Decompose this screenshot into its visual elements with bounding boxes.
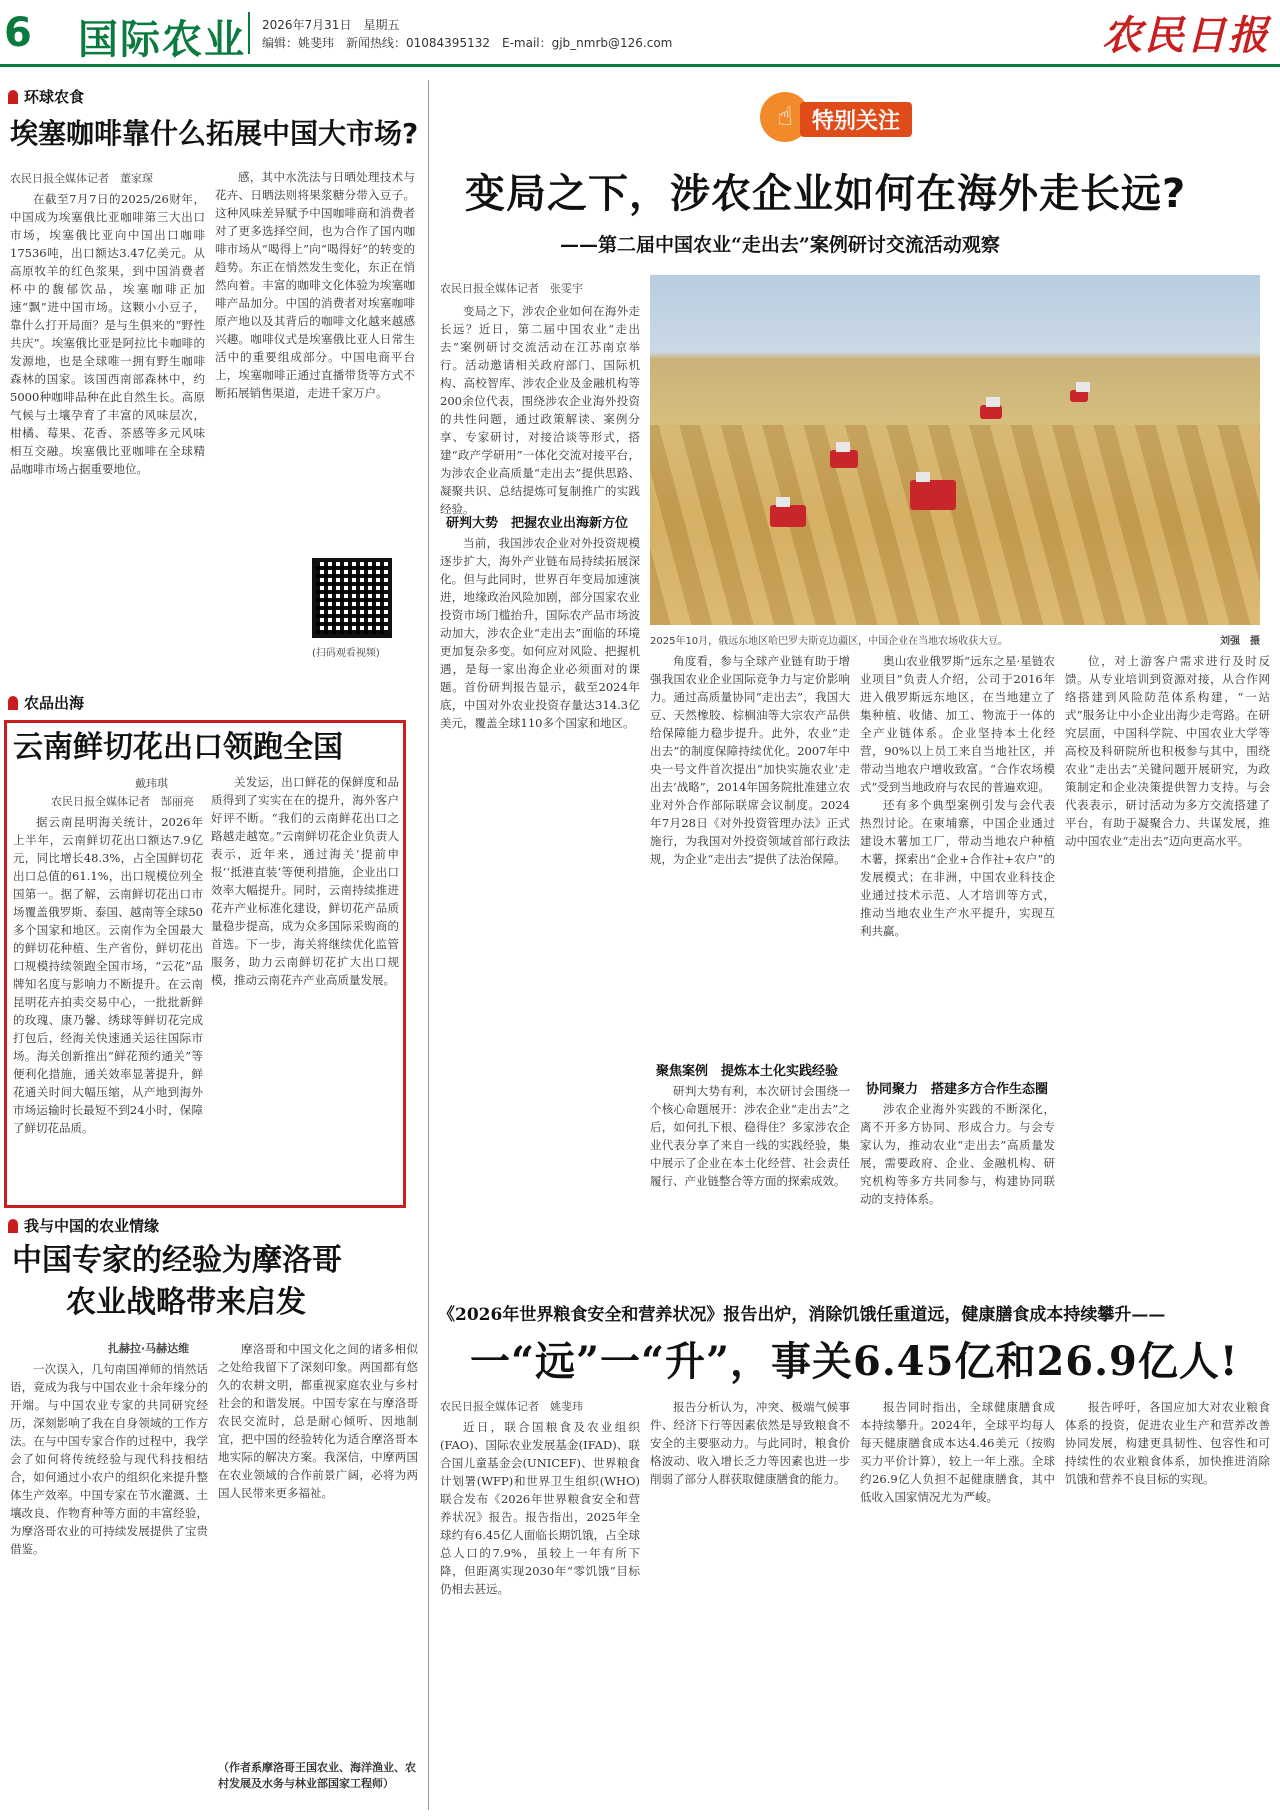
article5-body-col2: 报告分析认为，冲突、极端气候事件、经济下行等因素依然是导致粮食不安全的主要驱动力。与此同时，粮食价格波动、收入增长乏力等因素也进一步削弱了部分人群获取健康膳食的能力。: [650, 1400, 850, 1486]
article1-body-col2: 感，其中水洗法与日晒处理技术与花卉、日晒法则将果浆糖分带入豆子。这种风味差异赋予中国咖啡商和消费者对了更多选择空间，也为合作了国内咖啡市场从“喝得上”向“喝得好”的转变的趋势。东正在悄然发生变化，东正在悄然向着。丰富的咖啡文化体验为埃塞咖啡产品加分。中国的消费者对埃塞咖啡原产地以及其背后的咖啡文化越来越感兴趣。咖啡仪式是埃塞俄比亚人日常生活中的重要组成部分。中国电商平台上，埃塞咖啡正通过直播带货等方式不断拓展销售渠道，走进千家万户。: [215, 170, 415, 400]
page-header: [0, 0, 1280, 70]
feature-body-col1: 当前，我国涉农企业对外投资规模逐步扩大，海外产业链布局持续拓展深化。但与此同时，世界百年变局加速演进，地缘政治风险加剧，部分国家农业投资市场门槛抬升，国际农产品市场波动加大，涉农企业“走出去”面临的环境更加复杂多变。如何应对风险、把握机遇，是每一家出海企业必须面对的课题。首份研判报告显示，截至2024年底，中国对外农业投资存量达314.3亿美元，覆盖全球110多个国家和地区。: [440, 536, 640, 730]
feature-body-col4: 位，对上游客户需求进行及时反馈。从专业培训到资源对接，从合作网络搭建到风险防范体系构建，“一站式”服务让中小企业出海少走弯路。在研究层面，中国科学院、中国农业大学等高校及科研院所也积极参与其中，围绕农业“走出去”关键问题开展研究，为政策制定和企业决策提供智力支持。与会代表表示，研讨活动为多方交流搭建了平台，有助于凝聚合力、共谋发展，推动中国农业“走出去”迈向更高水平。: [1065, 654, 1270, 848]
harvester: [980, 405, 1002, 419]
article1-byline: 农民日报全媒体记者 董家琛: [10, 172, 153, 185]
photo-credit: 刘强 摄: [1220, 636, 1260, 647]
article2-byline-2: 农民日报全媒体记者 郜丽亮: [51, 795, 194, 808]
article3-kicker: 我与中国的农业情缘: [8, 1215, 159, 1236]
feature-byline: 农民日报全媒体记者 张雯宇: [440, 282, 583, 295]
article3-title-line2: 农业战略带来启发: [66, 1285, 306, 1320]
article5-body-col1: 近日，联合国粮食及农业组织(FAO)、国际农业发展基金(IFAD)、联合国儿童基金会(UNICEF)、世界粮食计划署(WFP)和世界卫生组织(WHO)联合发布《2026年世界粮食安全和营养状况》报告。报告指出，2025年全球约有6.45亿人面临长期饥饿，占全球总人口的7.9%，虽较上一年有所下降，但距离实现2030年“零饥饿”目标仍相去甚远。: [440, 1420, 640, 1596]
article3-body-col2: 摩洛哥和中国文化之间的诸多相似之处给我留下了深刻印象。两国都有悠久的农耕文明，都重视家庭农业与乡村社会的和谐发展。中国专家在与摩洛哥农民交流时，总是耐心倾听、因地制宜，把中国的经验转化为适合摩洛哥本地实际的解决方案。我深信，中摩两国在农业领域的合作前景广阔，必将为两国人民带来更多福祉。: [218, 1342, 418, 1500]
article1-body: 在截至7月7日的2025/26财年，中国成为埃塞俄比亚咖啡第三大出口市场，埃塞俄比亚向中国出口咖啡17536吨，出口额达3.47亿美元。从高原牧羊的红色浆果，到中国消费者杯中的馥郁饮品，埃塞咖啡正加速“飘”进中国市场。这颗小小豆子，靠什么打开局面？是与生俱来的“野性共庆”。埃塞俄比亚是阿拉比卡咖啡的发源地，也是全球唯一拥有野生咖啡森林的国家。该国西南部森林中，约5000种咖啡品种在此自然生长。高原气候与土壤孕育了丰富的风味层次，柑橘、莓果、花香、茶感等多元风味相互交融。埃塞俄比亚咖啡在全球精品咖啡市场占据重要地位。: [10, 192, 205, 476]
header-separator: [248, 12, 250, 54]
article1-title: 埃塞咖啡靠什么拓展中国大市场?: [10, 117, 419, 150]
harvester: [830, 450, 858, 468]
column-divider: [428, 80, 429, 1810]
article5-title: 一“远”一“升”，事关6.45亿和26.9亿人!: [470, 1338, 1239, 1385]
hand-pointer-icon: ☝: [760, 92, 810, 142]
photo-caption: 2025年10月，俄远东地区哈巴罗夫斯克边疆区，中国企业在当地农场收获大豆。 刘强 摄: [650, 632, 1260, 647]
article2-title: 云南鲜切花出口领跑全国: [13, 730, 343, 765]
article2-body-col2: 关发运，出口鲜花的保鲜度和品质得到了实实在在的提升，海外客户好评不断。“我们的云南鲜花出口之路越走越宽。”云南鲜切花企业负责人表示，近年来，通过海关‘提前申报’‘抵港直装’等便利措施，企业出口效率大幅提升。同时，云南持续推进花卉产业标准化建设，鲜切花产品质量稳步提高，成为众多国际采购商的首选。下一步，海关将继续优化监管服务，助力云南鲜切花扩大出口规模，推动云南花卉产业高质量发展。: [211, 775, 399, 987]
article1-kicker: 环球农食: [8, 86, 84, 107]
article5-pretitle: 《2026年世界粮食安全和营养状况》报告出炉，消除饥饿任重道远，健康膳食成本持续攀升——: [438, 1305, 1166, 1325]
feature-body-col2b: 研判大势有利，本次研讨会围绕一个核心命题展开：涉农企业“走出去”之后，如何扎下根、稳得住？多家涉农企业代表分享了来自一线的实践经验，集中展示了企业在本土化经营、社会责任履行、产业链整合等方面的探索成效。: [650, 1084, 850, 1188]
header-rule: [0, 64, 1280, 67]
article5-byline: 农民日报全媒体记者 姚斐玮: [440, 1400, 583, 1413]
article5-body-col4: 报告呼吁，各国应加大对农业粮食体系的投资，促进农业生产和营养改善协同发展，构建更具韧性、包容性和可持续性的农业粮食体系，加快推进消除饥饿和营养不良目标的实现。: [1065, 1400, 1270, 1486]
harvester: [770, 505, 806, 527]
feature-body-col3: 奥山农业俄罗斯“远东之星·星链农业项目”负责人介绍，公司于2016年进入俄罗斯远东地区，在当地建立了集种植、收储、加工、物流于一体的全产业链体系。企业坚持本土化经营，90%以上员工来自当地社区，并带动当地农户增收致富。“合作农场模式”受到当地政府与农民的普遍欢迎。 还有多个典型案例引发与会代表热烈讨论。在柬埔寨，中国企业通过建设木薯加工厂，带动当地农户种植木薯，探索出“企业+合作社+农户”的发展模式；在非洲，中国农业科技企业通过技术示范、人才培训等方式，推动当地农业生产水平提升，实现互利共赢。: [860, 654, 1055, 938]
feature-photo: [650, 275, 1260, 625]
section-title: 国际农业: [78, 17, 246, 63]
article2-kicker: 农品出海: [8, 692, 84, 713]
feature-subtitle: ——第二届中国农业“走出去”案例研讨交流活动观察: [560, 234, 1000, 256]
article3-title-line1: 中国专家的经验为摩洛哥: [12, 1243, 342, 1278]
special-focus-label: 特别关注: [800, 102, 912, 137]
feature-section-head-1: 研判大势 把握农业出海新方位: [446, 516, 629, 531]
qr-caption: (扫码观看视频): [312, 648, 380, 659]
harvester: [1070, 390, 1088, 402]
date-line: 2026年7月31日 星期五: [262, 18, 400, 32]
feature-body-col2: 角度看，参与全球产业链有助于增强我国农业企业国际竞争力与定价影响力。通过高质量协同“走出去”，我国大豆、天然橡胶、棕榈油等大宗农产品供给保障能力稳步提升。此外，农业“走出去”的制度保障持续优化。2007年中央一号文件首次提出“加快实施农业‘走出去’战略”，2014年国务院批准建立农业对外合作部际联席会议制度。2024年7月28日《对外投资管理办法》正式施行，为我国对外投资领域首部行政法规，为企业“走出去”提供了法治保障。: [650, 654, 850, 866]
qr-code[interactable]: [312, 558, 392, 638]
page-number: 6: [4, 10, 32, 56]
feature-title: 变局之下，涉农企业如何在海外走长远?: [465, 171, 1187, 217]
article2-body: 据云南昆明海关统计，2026年上半年，云南鲜切花出口额达7.9亿元，同比增长48.3%，占全国鲜切花出口总值的61.1%，出口规模位列全国第一。据了解，云南鲜切花出口市场覆盖俄罗斯、泰国、越南等全球50多个国家和地区。云南作为全国最大的鲜切花种植、生产省份，鲜切花出口规模持续领跑全国市场，“云花”品牌知名度与影响力不断提升。在云南昆明花卉拍卖交易中心，一批批新鲜的玫瑰、康乃馨、绣球等鲜切花完成打包后，经海关快速通关运往国际市场。海关创新推出“鲜花预约通关”等便利化措施，通关效率显著提升，鲜花通关时间大幅压缩，从产地到海外市场运输时长最短不到24小时，保障了鲜切花品质。: [13, 815, 203, 1135]
article3-body: 一次误入，几句南国禅师的悄然话语，竟成为我与中国农业十余年缘分的开端。与中国农业专家的共同研究经历，深刻影响了我在自身领域的工作方法。在与中国专家合作的过程中，我学会了如何将传统经验与现代科技相结合，如何通过小农户的组织化来提升整体生产效率。中国专家在节水灌溉、土壤改良、作物育种等方面的丰富经验，为摩洛哥农业的可持续发展提供了宝贵借鉴。: [10, 1362, 208, 1556]
special-focus-tag: [760, 92, 960, 142]
article3-byline: 扎赫拉·马赫达维: [108, 1342, 190, 1355]
feature-body-col3b: 涉农企业海外实践的不断深化，离不开多方协同、形成合力。与会专家认为，推动农业“走出去”高质量发展，需要政府、企业、金融机构、研究机构等多方共同参与，构建协同联动的支持体系。: [860, 1102, 1055, 1206]
article5-body-col3: 报告同时指出，全球健康膳食成本持续攀升。2024年，全球平均每人每天健康膳食成本达4.46美元（按购买力平价计算），较上一年上涨。全球约26.9亿人负担不起健康膳食，其中低收入国家情况尤为严峻。: [860, 1400, 1055, 1504]
article2-box: [4, 720, 406, 1208]
masthead-logo: 农民日报: [1102, 12, 1270, 59]
feature-section-head-2: 聚焦案例 提炼本土化实践经验: [656, 1064, 839, 1079]
feature-section-head-3: 协同聚力 搭建多方合作生态圈: [866, 1082, 1049, 1097]
feature-body-intro: 变局之下，涉农企业如何在海外走长远？近日，第二届中国农业“走出去”案例研讨交流活动在江苏南京举行。活动邀请相关政府部门、国际机构、高校智库、涉农企业及金融机构等200余位代表，围绕涉农企业海外投资的共性问题，通过政策解读、案例分享、专家研讨，对接洽谈等形式，搭建“政产学研用”一体化交流对接平台，为涉农企业高质量“走出去”提供思路、凝聚共识、总结提炼可复制推广的实践经验。: [440, 304, 640, 516]
editor-line: 编辑：姚斐玮 新闻热线：01084395132 E-mail：gjb_nmrb@126.com: [262, 36, 673, 50]
article3-author-note: （作者系摩洛哥王国农业、海洋渔业、农村发展及水务与林业部国家工程师）: [218, 1761, 416, 1790]
article2-byline-1: 戴玮琪: [135, 777, 168, 790]
harvester: [910, 480, 956, 510]
